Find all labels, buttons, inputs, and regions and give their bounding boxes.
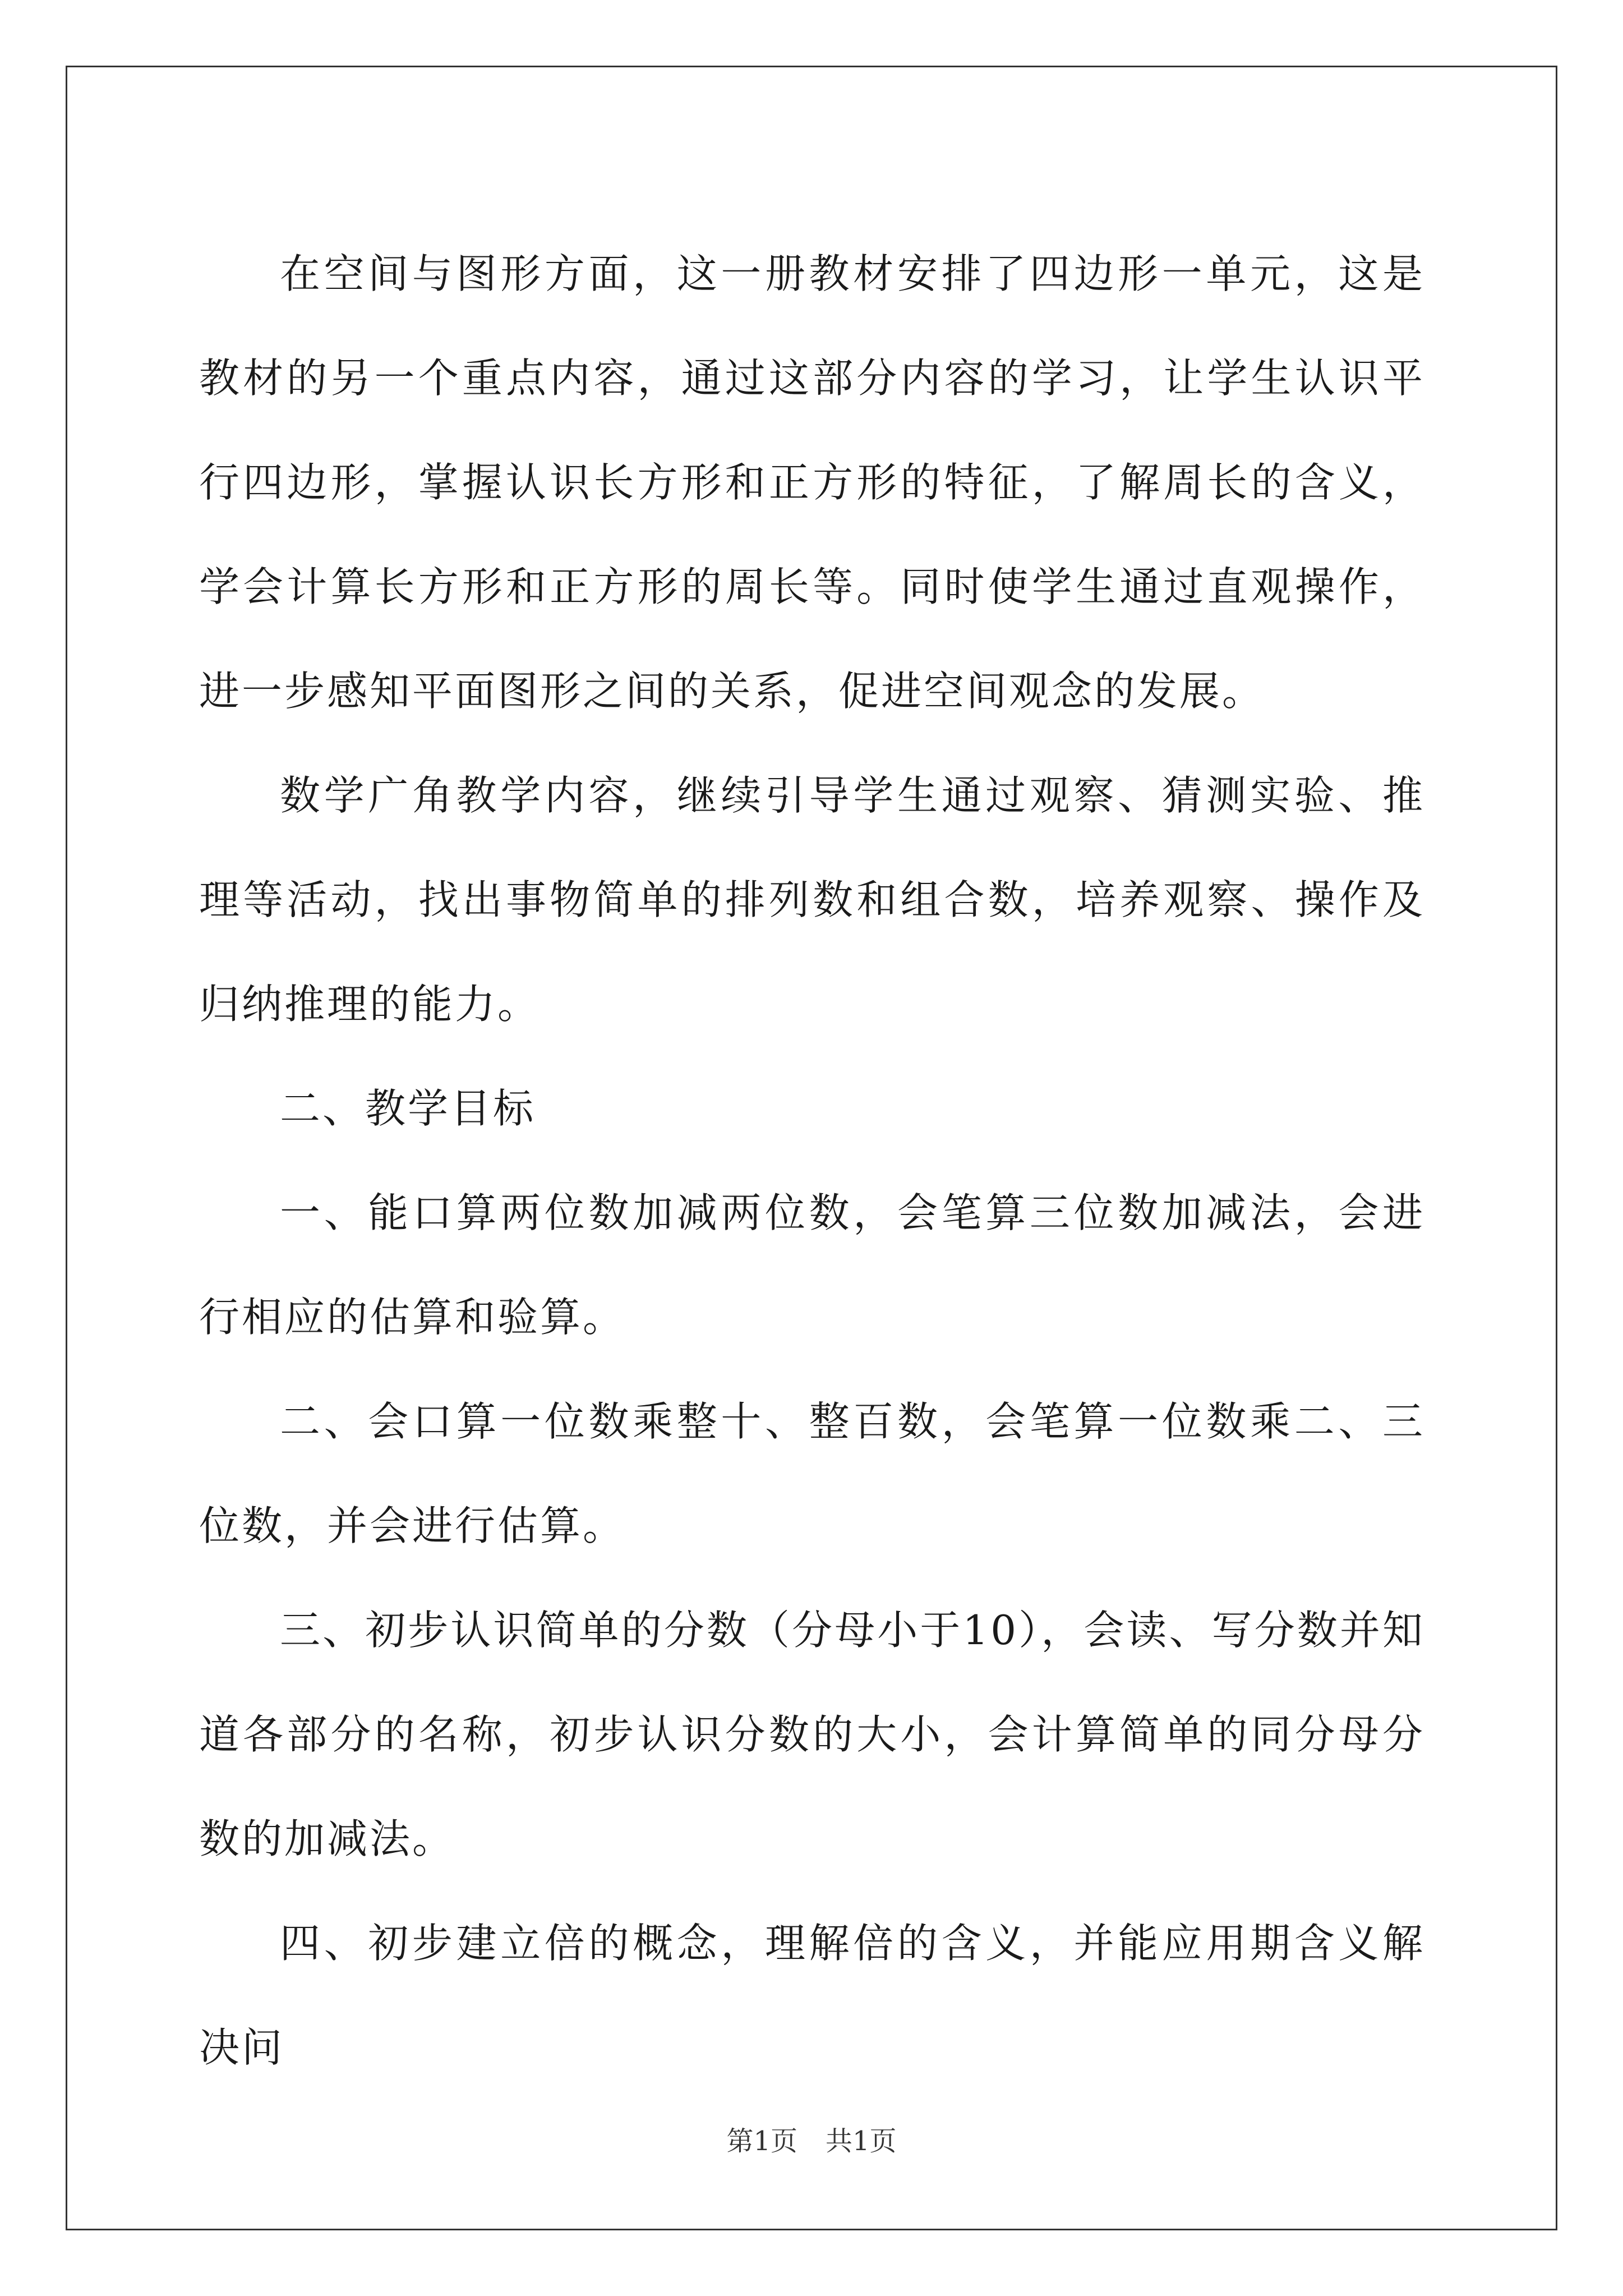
paragraph-space-and-shapes: 在空间与图形方面，这一册教材安排了四边形一单元，这是教材的另一个重点内容，通过这部分内容的学习，让学生认识平行四边形，掌握认识长方形和正方形的特征，了解周长的含义，学会计算长方形和正方形的周长等。同时使学生通过直观操作，进一步感知平面图形之间的关系，促进空间观念的发展。	[199, 250, 1425, 715]
goal-item-4: 四、初步建立倍的概念，理解倍的含义，并能应用期含义解决问	[199, 1920, 1425, 2071]
page-number: 第1页	[726, 2125, 797, 2157]
goal-item-1: 一、能口算两位数加减两位数，会笔算三位数加减法，会进行相应的估算和验算。	[199, 1189, 1425, 1341]
goal-item-3: 三、初步认识简单的分数（分母小于10），会读、写分数并知道各部分的名称，初步认识分数的大小，会计算简单的同分母分数的加减法。	[199, 1607, 1425, 1862]
paragraph-math-corner: 数学广角教学内容，继续引导学生通过观察、猜测实验、推理等活动，找出事物简单的排列数和组合数，培养观察、操作及归纳推理的能力。	[199, 772, 1425, 1028]
page-total: 共1页	[826, 2125, 897, 2157]
page-footer	[0, 2119, 1623, 2158]
section-heading-teaching-goals: 二、教学目标	[280, 1085, 536, 1132]
goal-item-2: 二、会口算一位数乘整十、整百数，会笔算一位数乘二、三位数，并会进行估算。	[199, 1398, 1425, 1549]
document-body	[199, 222, 1425, 2100]
